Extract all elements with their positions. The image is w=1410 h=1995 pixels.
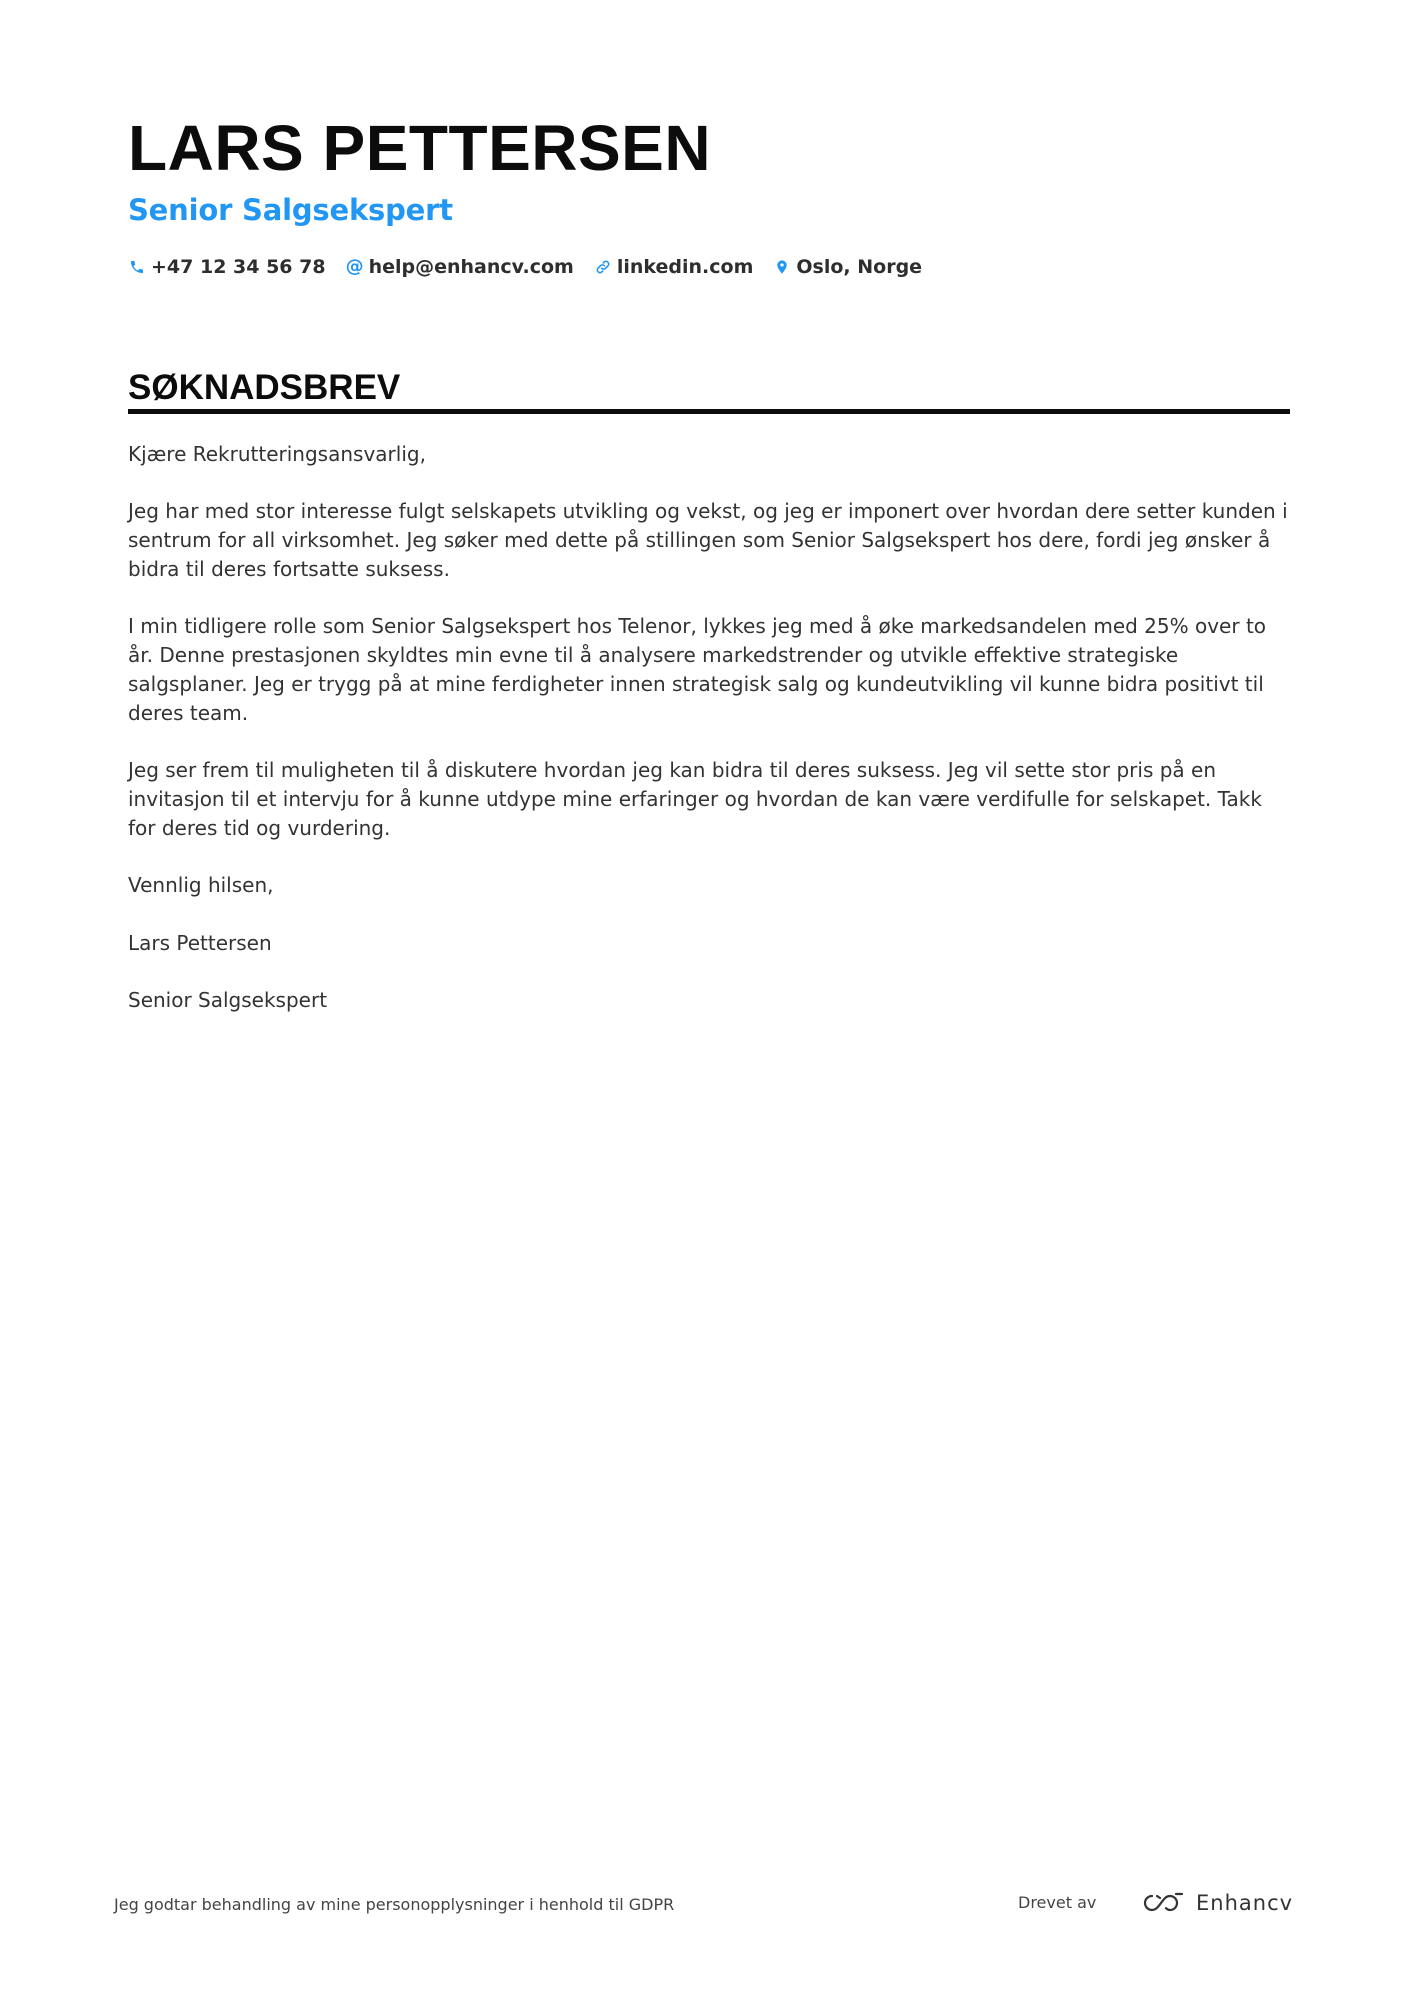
enhancv-logo-icon [1138, 1889, 1186, 1917]
gdpr-consent: Jeg godtar behandling av mine personopplysninger i henhold til GDPR [114, 1895, 675, 1914]
contact-email[interactable] [346, 256, 574, 278]
letter-greeting: Kjære Rekrutteringsansvarlig, [128, 442, 426, 466]
location-pin-icon [773, 258, 791, 276]
contact-linkedin[interactable] [594, 256, 754, 278]
contact-location-text: Oslo, Norge [796, 256, 923, 278]
letter-body [128, 440, 1293, 1043]
powered-by-label: Drevet av [1018, 1893, 1097, 1912]
letter-paragraph: Jeg ser frem til muligheten til å diskutere hvordan jeg kan bidra til deres suksess. Jeg vil sette stor pris på en invitasjon til et intervju for å kunne utdype mine erfaringer og hvordan de kan være verdifulle for selskapet. Takk for deres tid og vurdering. [128, 758, 1262, 840]
contact-phone-text: +47 12 34 56 78 [151, 256, 326, 278]
letter-paragraph: I min tidligere rolle som Senior Salgsekspert hos Telenor, lykkes jeg med å øke markedsandelen med 25% over to år. Denne prestasjonen skyldtes min evne til å analysere markedstrender og utvikle effektive strategiske salgsplaner. Jeg er trygg på at mine ferdigheter innen strategisk salg og kundeutvikling vil kunne bidra positivt til deres team. [128, 614, 1267, 725]
letter-paragraph: Jeg har med stor interesse fulgt selskapets utvikling og vekst, og jeg er imponert over hvordan dere setter kunden i sentrum for all virksomhet. Jeg søker med dette på stillingen som Senior Salgsekspert hos dere, fordi jeg ønsker å bidra til deres fortsatte suksess. [128, 499, 1288, 581]
section-title: SØKNADSBREV [128, 368, 401, 407]
phone-icon [128, 258, 146, 276]
contact-linkedin-text[interactable]: linkedin.com [616, 256, 754, 278]
enhancv-brand-name[interactable]: Enhancv [1196, 1891, 1294, 1915]
contact-email-text[interactable]: help@enhancv.com [368, 256, 574, 278]
contact-phone [128, 256, 326, 278]
contact-location [773, 256, 922, 278]
section-divider [128, 409, 1290, 414]
link-icon [594, 258, 612, 276]
candidate-role: Senior Salgsekspert [128, 193, 453, 227]
letter-closing: Vennlig hilsen, [128, 873, 274, 898]
at-icon: @ [345, 256, 364, 277]
contact-bar [128, 253, 942, 281]
candidate-name: LARS PETTERSEN [128, 112, 712, 184]
signature-title: Senior Salgsekspert [128, 987, 328, 1012]
enhancv-brand[interactable] [1138, 1887, 1293, 1919]
signature-name: Lars Pettersen [128, 930, 272, 955]
